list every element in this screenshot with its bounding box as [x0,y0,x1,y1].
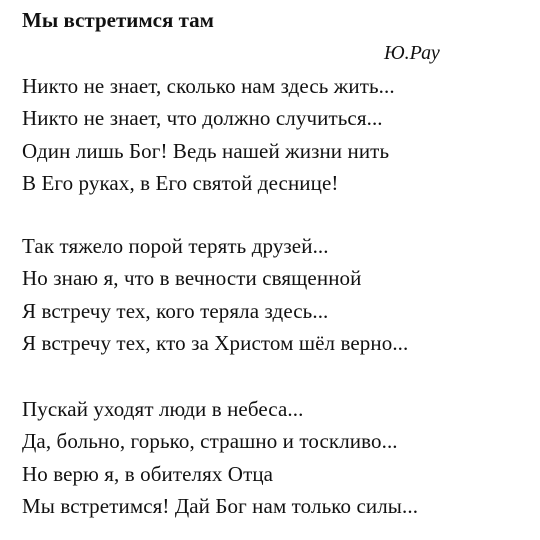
poem-line: Мы встретимся! Дай Бог нам только силы... [22,493,419,518]
poem-author: Ю.Рау [384,42,440,64]
poem-line: Никто не знает, сколько нам здесь жить... [22,74,395,98]
poem-line: Я встречу тех, кого теряла здесь... [22,298,329,323]
poem-stanza-2 [22,230,408,359]
poem-line: Я встречу тех, кто за Христом шёл верно... [22,330,409,355]
poem-line: В Его руках, в Его святой деснице! [22,170,339,195]
poem-line: Пускай уходят люди в небеса... [22,397,304,421]
poem-line: Да, больно, горько, страшно и тоскливо... [22,429,398,454]
poem-line: Так тяжело порой терять друзей... [22,234,329,258]
poem-stanza-3 [22,393,418,522]
poem-line: Один лишь Бог! Ведь нашей жизни нить [22,138,390,163]
poem-stanza-1 [22,70,395,199]
poem-line: Но верю я, в обителях Отца [22,461,274,486]
poem-line: Но знаю я, что в вечности священной [22,266,362,291]
poem-line: Никто не знает, что должно случиться... [22,106,383,131]
poem-title: Мы встретимся там [22,8,214,32]
